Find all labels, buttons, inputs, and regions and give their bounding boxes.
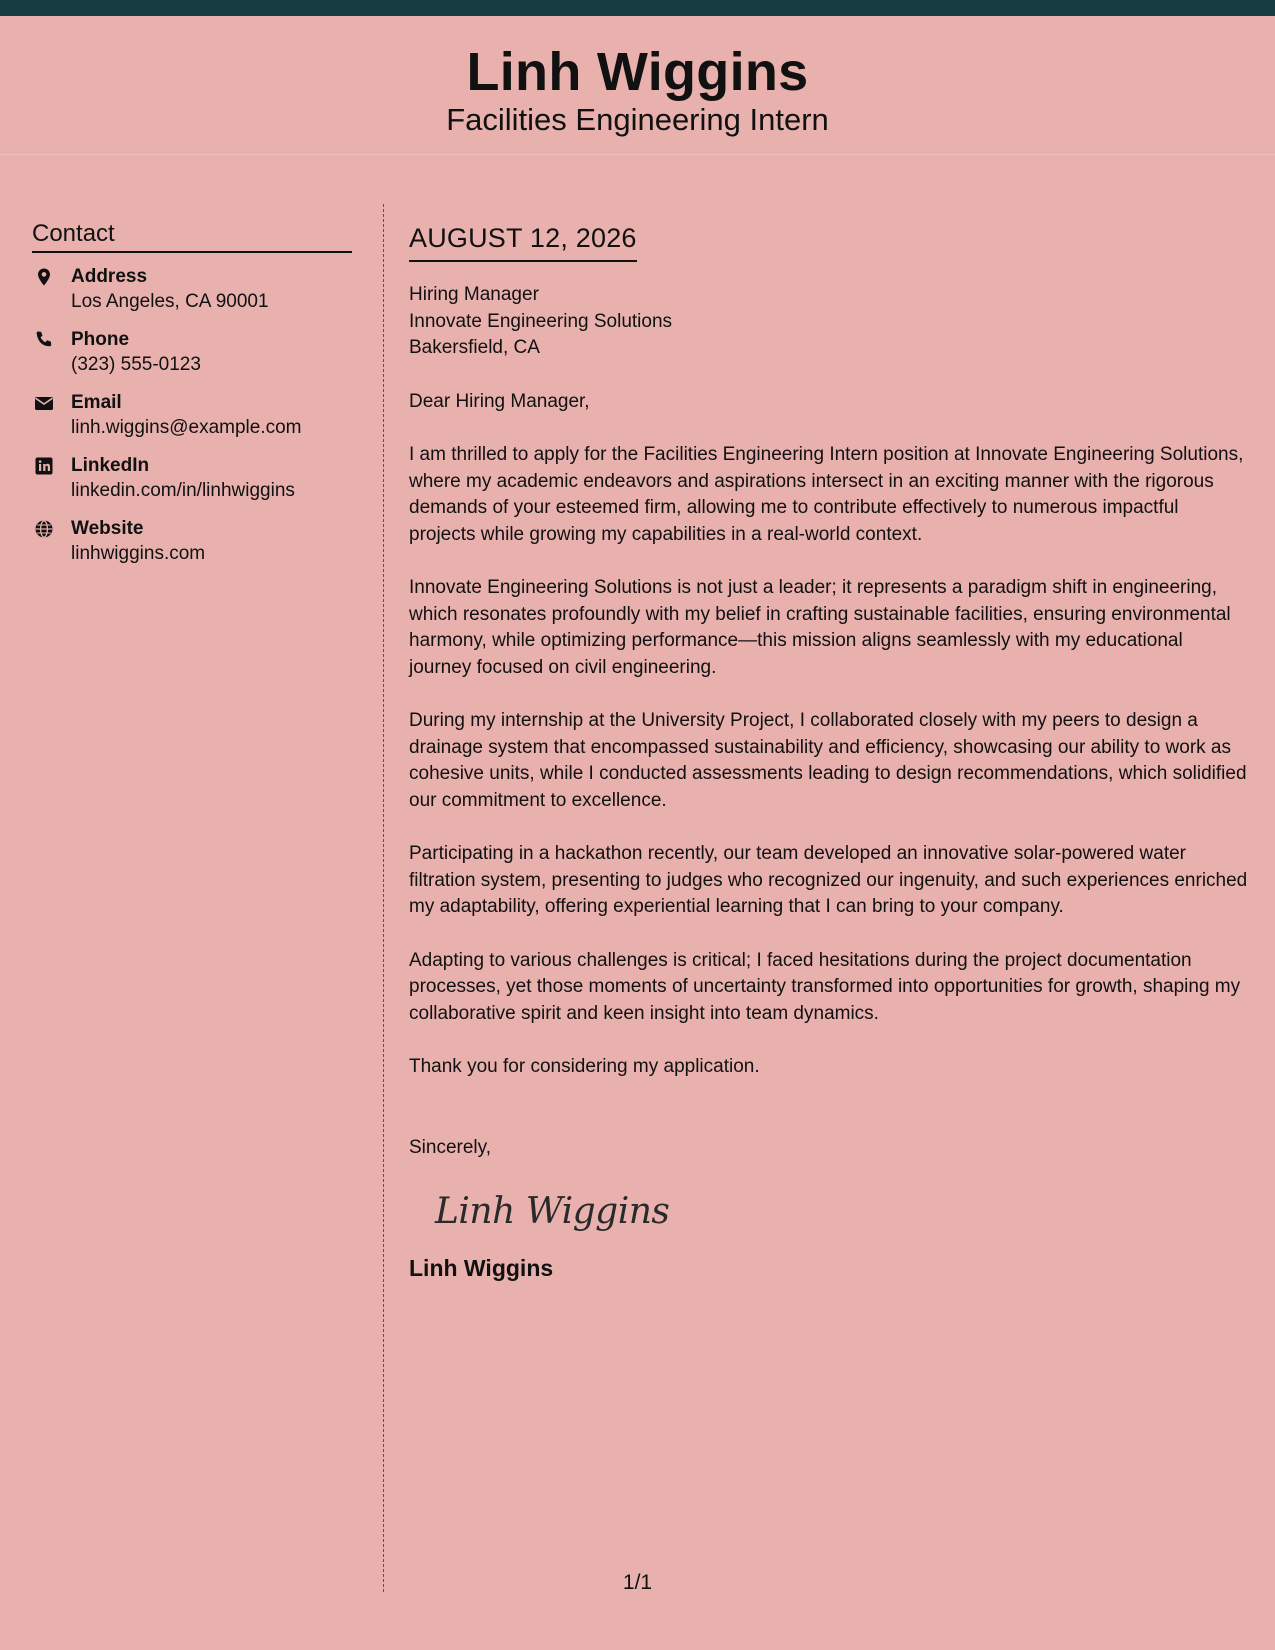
salutation: Dear Hiring Manager, bbox=[409, 390, 590, 412]
linkedin-icon bbox=[34, 456, 54, 476]
contact-label: LinkedIn bbox=[71, 455, 150, 476]
contact-item-website bbox=[32, 517, 352, 580]
closing: Sincerely, bbox=[409, 1136, 492, 1158]
handwritten-signature: Linh Wiggins bbox=[435, 1191, 670, 1232]
page-number: 1/1 bbox=[622, 1571, 653, 1594]
letter-paragraph: Innovate Engineering Solutions is not just a leader; it represents a paradigm shift in engineering, which resonates profoundly with my belief in crafting sustainable facilities, ensuring environmental harmony, while optimizing performance—this mission aligns seamlessly with my educational journey focused on civil engineering. bbox=[409, 577, 1231, 678]
recipient-line: Hiring Manager bbox=[409, 284, 539, 305]
contact-label: Address bbox=[71, 266, 148, 287]
contact-label: Phone bbox=[71, 329, 130, 350]
contact-sidebar bbox=[32, 218, 352, 580]
map-pin-icon bbox=[34, 267, 54, 287]
signer-name: Linh Wiggins bbox=[409, 1255, 554, 1281]
letter-paragraph: Thank you for considering my application. bbox=[409, 1056, 760, 1077]
contact-heading: Contact bbox=[32, 218, 352, 253]
job-title: Facilities Engineering Intern bbox=[446, 102, 829, 137]
contact-item-email bbox=[32, 391, 352, 454]
address-value: Los Angeles, CA 90001 bbox=[71, 291, 269, 312]
contact-label: Email bbox=[71, 392, 122, 413]
contact-item-phone bbox=[32, 328, 352, 391]
header bbox=[0, 16, 1275, 155]
letter-paragraph: During my internship at the University Project, I collaborated closely with my peers to design a drainage system that encompassed sustainability and efficiency, showcasing our ability to work as cohesive units, while I conducted assessments leading to design recommendations, which solidified our commitment to excellence. bbox=[409, 710, 1247, 811]
envelope-icon bbox=[34, 393, 54, 413]
phone-icon bbox=[34, 330, 54, 350]
contact-list bbox=[32, 265, 352, 580]
letter-paragraph: Adapting to various challenges is critical; I faced hesitations during the project documentation processes, yet those moments of uncertainty transformed into opportunities for growth, shaping my collaborative spirit and keen insight into team dynamics. bbox=[409, 949, 1241, 1024]
letter-paragraph: Participating in a hackathon recently, our team developed an innovative solar-powered water filtration system, presenting to judges who recognized our ingenuity, and such experiences enriched my adaptability, offering experiential learning that I can bring to your company. bbox=[409, 843, 1248, 917]
recipient-block bbox=[409, 282, 1249, 362]
email-value: linh.wiggins@example.com bbox=[71, 417, 302, 438]
contact-item-address bbox=[32, 265, 352, 328]
linkedin-value: linkedin.com/in/linhwiggins bbox=[71, 480, 295, 501]
column-divider bbox=[383, 204, 384, 1592]
applicant-name: Linh Wiggins bbox=[466, 42, 809, 102]
recipient-line: Innovate Engineering Solutions bbox=[409, 310, 673, 332]
contact-item-linkedin bbox=[32, 454, 352, 517]
contact-label: Website bbox=[71, 518, 144, 539]
letter-body bbox=[409, 221, 1249, 1283]
website-value: linhwiggins.com bbox=[71, 543, 206, 564]
globe-icon bbox=[34, 519, 54, 539]
letter-date: AUGUST 12, 2026 bbox=[409, 221, 637, 262]
recipient-line: Bakersfield, CA bbox=[409, 337, 540, 358]
top-accent-bar bbox=[0, 0, 1275, 16]
letter-paragraph: I am thrilled to apply for the Facilities Engineering Intern position at Innovate Engineering Solutions, where my academic endeavors and aspirations intersect in an exciting manner with the rigorous demands of your esteemed firm, allowing me to contribute effectively to numerous impactful projects while growing my capabilities in a real-world context. bbox=[409, 444, 1244, 545]
phone-value: (323) 555-0123 bbox=[71, 354, 201, 375]
